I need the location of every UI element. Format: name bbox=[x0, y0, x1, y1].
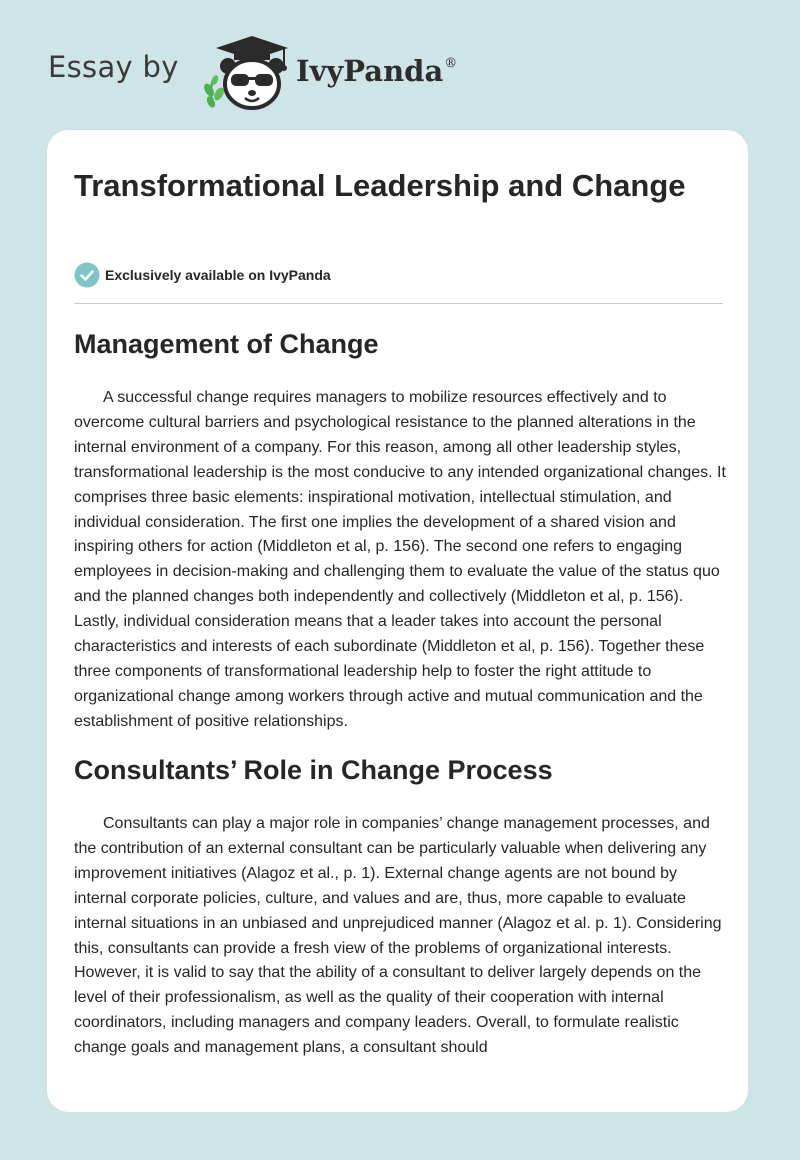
brand-prefix: Essay by bbox=[48, 50, 179, 84]
section-body-consultants-role: Consultants can play a major role in companies’ change management processes, and the contribution of an external consultant can be particularly valuable when delivering any improvement initiatives (Alagoz et al., p. 1). External change agents are not bound by internal corporate policies, culture, and values and are, thus, more capable to evaluate internal situations in an unbiased and unprejudiced manner (Alagoz et al. p. 1). Considering this, consultants can provide a fresh view of the problems of organizational interests. However, it is valid to say that the ability of a consultant to deliver largely depends on the level of their professionalism, as well as the quality of their cooperation with internal coordinators, including managers and company leaders. Overall, to formulate realistic change goals and management plans, a consultant should bbox=[74, 815, 722, 1057]
brand-name[interactable] bbox=[296, 54, 457, 88]
essay-card bbox=[47, 130, 748, 1112]
exclusive-badge-text: Exclusively available on IvyPanda bbox=[105, 267, 331, 283]
exclusive-badge bbox=[74, 262, 331, 288]
section-heading-consultants-role: Consultants’ Role in Change Process bbox=[74, 755, 553, 785]
title-divider bbox=[74, 303, 723, 304]
check-circle-icon bbox=[74, 262, 100, 288]
site-header bbox=[0, 0, 800, 130]
panda-graduate-icon[interactable] bbox=[200, 34, 296, 110]
essay-title: Transformational Leadership and Change bbox=[74, 168, 686, 203]
brand-name-text: IvyPanda bbox=[296, 54, 444, 88]
registered-mark: ® bbox=[444, 56, 458, 71]
section-body-management-of-change: A successful change requires managers to mobilize resources effectively and to overcome cultural barriers and psychological resistance to the planned alterations in the internal environment of a company. For this reason, among all other leadership styles, transformational leadership is the most conducive to any intended organizational changes. It comprises three basic elements: inspirational motivation, intellectual stimulation, and individual consideration. The first one implies the development of a shared vision and inspiring others for action (Middleton et al, p. 156). The second one refers to engaging employees in decision-making and challenging them to evaluate the value of the status quo and the planned changes both independently and collectively (Middleton et al, p. 156). Lastly, individual consideration means that a leader takes into account the personal characteristics and interests of each subordinate (Middleton et al, p. 156). Together these three components of transformational leadership help to foster the right attitude to organizational change among workers through active and mutual communication and the establishment of positive relationships. bbox=[74, 389, 726, 730]
section-heading-management-of-change: Management of Change bbox=[74, 329, 379, 359]
